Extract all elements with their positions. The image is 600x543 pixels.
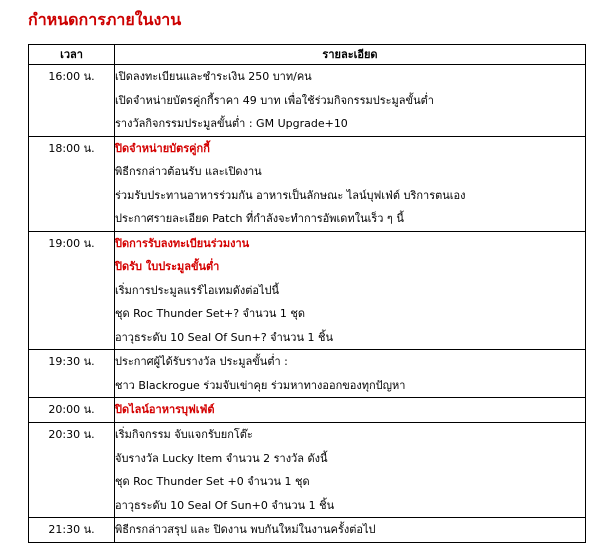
highlighted-detail-line: ปิดรับ ใบประมูลขั้นต่ำ — [115, 260, 220, 273]
time-cell — [29, 136, 115, 231]
detail-line: อาวุธระดับ 10 Seal Of Sun+0 จำนวน 1 ชิ้น — [115, 498, 335, 512]
highlighted-detail-line: ปิดจำหน่ายบัตรคู่กกี้ — [115, 141, 210, 155]
schedule-table — [28, 44, 586, 543]
time-cell — [29, 65, 115, 137]
time-label: 20:00 น. — [48, 403, 95, 416]
time-label: 16:00 น. — [48, 70, 95, 83]
time-label: 19:00 น. — [48, 236, 95, 250]
detail-line: เริ่มการประมูลแรร์ไอเทมดังต่อไปนี้ — [115, 283, 280, 297]
table-row — [29, 350, 586, 398]
time-cell — [29, 423, 115, 518]
schedule-body — [29, 65, 586, 543]
table-row — [29, 65, 586, 137]
time-label: 21:30 น. — [48, 523, 95, 536]
time-label: 20:30 น. — [48, 428, 95, 441]
detail-line: อาวุธระดับ 10 Seal Of Sun+? จำนวน 1 ชิ้น — [115, 330, 333, 344]
details-cell — [115, 423, 586, 518]
detail-line: ร่วมรับประทานอาหารร่วมกัน อาหารเป็นลักษณะ ไลน์บุฟเฟ่ต์ บริการตนเอง — [115, 188, 466, 202]
header-details: รายละเอียด — [115, 45, 586, 65]
detail-line: ชาว Blackrogue ร่วมจับเข่าคุย ร่วมหาทางออกของทุกปัญหา — [115, 378, 406, 392]
detail-line: ชุด Roc Thunder Set+? จำนวน 1 ชุด — [115, 307, 305, 320]
details-cell — [115, 231, 586, 350]
time-label: 19:30 น. — [48, 355, 95, 368]
time-cell — [29, 398, 115, 423]
time-label: 18:00 น. — [48, 141, 95, 155]
details-cell — [115, 136, 586, 231]
detail-line: เริ่มกิจกรรม จับแจกรับยกโต๊ะ — [115, 428, 253, 441]
details-cell — [115, 350, 586, 398]
table-row — [29, 423, 586, 518]
detail-line: ชุด Roc Thunder Set +0 จำนวน 1 ชุด — [115, 475, 310, 488]
header-time: เวลา — [29, 45, 115, 65]
time-cell — [29, 231, 115, 350]
time-cell — [29, 350, 115, 398]
table-row — [29, 518, 586, 543]
table-row — [29, 231, 586, 350]
table-row — [29, 398, 586, 423]
detail-line: รางวัลกิจกรรมประมูลขั้นต่ำ : GM Upgrade+10 — [115, 117, 348, 130]
detail-line: ประกาศรายละเอียด Patch ที่กำลังจะทำการอัพเดทในเร็ว ๆ นี้ — [115, 212, 404, 225]
detail-line: เปิดลงทะเบียนและชำระเงิน 250 บาท/คน — [115, 70, 312, 83]
table-row — [29, 136, 586, 231]
details-cell — [115, 398, 586, 423]
detail-line: พิธีกรกล่าวต้อนรับ และเปิดงาน — [115, 165, 262, 178]
detail-line: ประกาศผู้ได้รับรางวัล ประมูลขั้นต่ำ : — [115, 355, 288, 368]
highlighted-detail-line: ปิดไลน์อาหารบุฟเฟ่ต์ — [115, 403, 215, 416]
details-cell — [115, 518, 586, 543]
highlighted-detail-line: ปิดการรับลงทะเบียนร่วมงาน — [115, 236, 250, 250]
detail-line: จับรางวัล Lucky Item จำนวน 2 รางวัล ดังนี้ — [115, 451, 328, 465]
time-cell — [29, 518, 115, 543]
detail-line: พิธีกรกล่าวสรุป และ ปิดงาน พบกันใหม่ในงานครั้งต่อไป — [115, 523, 376, 536]
table-header-row — [29, 45, 586, 65]
detail-line: เปิดจำหน่ายบัตรคู่กกี้ราคา 49 บาท เพื่อใช้ร่วมกิจกรรมประมูลขั้นต่ำ — [115, 93, 434, 107]
details-cell — [115, 65, 586, 137]
page-title: กำหนดการภายในงาน — [28, 10, 182, 29]
